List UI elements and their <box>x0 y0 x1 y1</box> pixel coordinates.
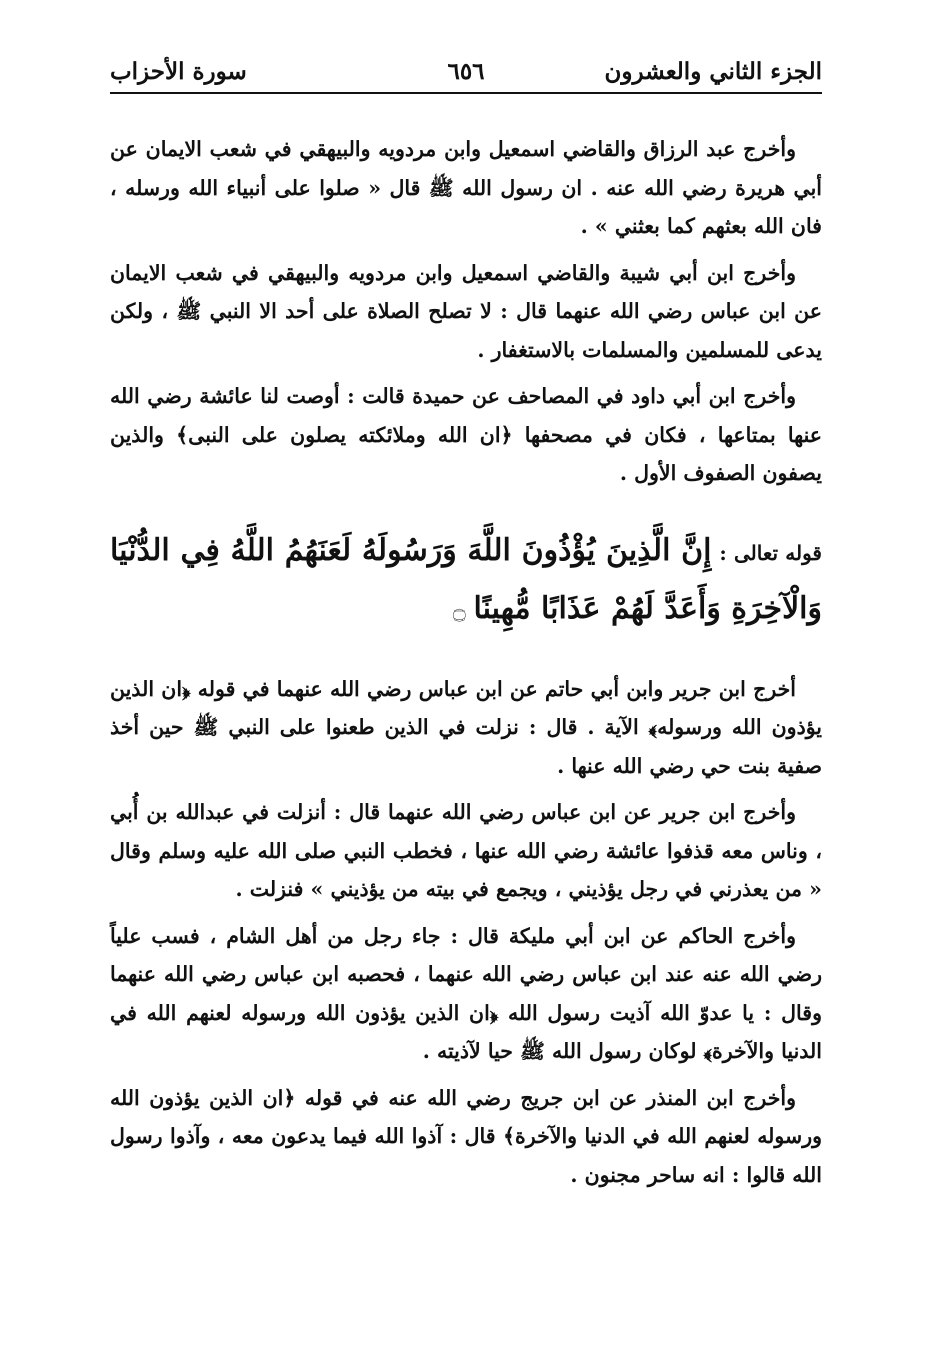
paragraph: وأخرج ابن أبي داود في المصاحف عن حميدة قالت : أوصت لنا عائشة رضي الله عنها بمتاعها ، فكان في مصحفها ﴿ان الله وملائكته يصلون على النبى﴾ والذين يصفون الصفوف الأول . <box>110 384 822 485</box>
paragraph: وأخرج ابن المنذر عن ابن جريج رضي الله عنه في قوله ﴿ان الذين يؤذون الله ورسوله لعنهم الله في الدنيا والآخرة﴾ قال : آذوا الله فيما يدعون معه ، وآذوا رسول الله قالوا : انه ساحر مجنون . <box>110 1085 822 1187</box>
paragraph: وأخرج ابن أبي شيبة والقاضي اسمعيل وابن مردويه والبيهقي في شعب الايمان عن ابن عباس رضي الله عنهما قال : لا تصلح الصلاة على أحد الا النبي ﷺ ، ولكن يدعى للمسلمين والمسلمات بالاستغفار . <box>110 260 822 362</box>
paragraph: وأخرج ابن جرير عن ابن عباس رضي الله عنهما قال : أنزلت في عبدالله بن أُبي ، وناس معه قذفوا عائشة رضي الله عنها ، فخطب النبي صلى الله عليه وسلم وقال « من يعذرني في رجل يؤذيني ، ويجمع في بيته من يؤذيني » فنزلت . <box>110 800 822 901</box>
page-body <box>110 130 822 1202</box>
paragraph: وأخرج عبد الرزاق والقاضي اسمعيل وابن مردويه والبيهقي في شعب الايمان عن أبي هريرة رضي الله عنه . ان رسول الله ﷺ قال « صلوا على أنبياء الله ورسله ، فان الله بعثهم كما بعثني » . <box>110 137 822 238</box>
verse-text: إِنَّ الَّذِينَ يُؤْذُونَ اللَّهَ وَرَسُولَهُ لَعَنَهُمُ اللَّهُ فِي الدُّنْيَا وَالْآخِرَةِ وَأَعَدَّ لَهُمْ عَذَابًا مُّهِينًا <box>110 532 822 626</box>
paragraph: أخرج ابن جرير وابن أبي حاتم عن ابن عباس رضي الله عنهما في قوله ﴿ان الذين يؤذون الله ورسوله﴾ الآية . قال : نزلت في الذين طعنوا على النبي ﷺ حين أخذ صفية بنت حي رضي الله عنها . <box>110 676 822 778</box>
quran-verse <box>110 523 822 640</box>
verse-end-icon: ۝ <box>452 598 466 624</box>
verse-intro: قوله تعالى : <box>719 540 822 565</box>
part-title: الجزء الثاني والعشرون <box>604 58 822 85</box>
paragraph: وأخرج الحاكم عن ابن أبي مليكة قال : جاء رجل من أهل الشام ، فسب علياً رضي الله عنه عند ابن عباس رضي الله عنهما ، فحصبه ابن عباس رضي الله عنهما وقال : يا عدوّ الله آذيت رسول الله ﴿ان الذين يؤذون الله ورسوله لعنهم الله في الدنيا والآخرة﴾ لوكان رسول الله ﷺ حيا لآذيته . <box>110 923 822 1063</box>
running-header <box>110 52 822 94</box>
surah-title: سورة الأحزاب <box>110 58 247 85</box>
page-number: ٦٥٦ <box>447 58 485 85</box>
